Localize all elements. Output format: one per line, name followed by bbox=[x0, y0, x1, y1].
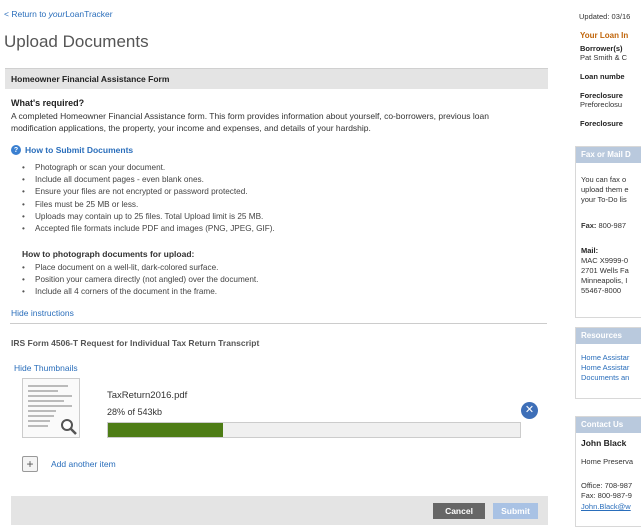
upload-progress-text: 28% of 543kb bbox=[107, 407, 163, 417]
fax-mail-text: upload them e bbox=[581, 185, 629, 194]
remove-file-button[interactable] bbox=[521, 402, 538, 419]
fax-mail-heading: Fax or Mail D bbox=[576, 147, 641, 163]
list-item: • Files must be 25 MB or less. bbox=[22, 199, 275, 211]
loan-number-label: Loan numbe bbox=[580, 72, 625, 81]
mail-address-line: Minneapolis, I bbox=[581, 276, 628, 285]
fax-mail-panel bbox=[575, 146, 641, 318]
loan-info-heading: Your Loan In bbox=[580, 31, 629, 40]
mail-address-line: 55467-8000 bbox=[581, 286, 622, 295]
cancel-button[interactable]: Cancel bbox=[433, 503, 485, 519]
thumbnail-line bbox=[28, 395, 72, 397]
hide-instructions-link[interactable]: Hide instructions bbox=[11, 308, 74, 318]
thumbnail-line bbox=[28, 420, 50, 422]
foreclosure-label: Foreclosure bbox=[580, 91, 623, 100]
contact-name: John Black bbox=[581, 438, 627, 448]
close-icon: ✕ bbox=[524, 404, 535, 416]
photograph-heading: How to photograph documents for upload: bbox=[22, 249, 195, 259]
resource-link[interactable]: Home Assistar bbox=[581, 353, 630, 362]
contact-panel bbox=[575, 416, 641, 527]
contact-fax: Fax: 800-987-9 bbox=[581, 491, 632, 500]
foreclosure-label-2: Foreclosure bbox=[580, 119, 623, 128]
hide-thumbnails-link[interactable]: Hide Thumbnails bbox=[14, 363, 78, 373]
mail-address-line: 2701 Wells Fa bbox=[581, 266, 629, 275]
upload-progress-fill bbox=[108, 423, 223, 437]
how-to-submit-heading: How to Submit Documents bbox=[25, 145, 134, 155]
thumbnail-line bbox=[28, 415, 54, 417]
photograph-steps-list bbox=[22, 262, 258, 299]
list-item: • Photograph or scan your document. bbox=[22, 162, 275, 174]
plus-icon: + bbox=[26, 457, 34, 471]
borrower-label: Borrower(s) bbox=[580, 44, 623, 53]
whats-required-text: A completed Homeowner Financial Assistance form. This form provides information about yourself, co-borrowers, previous loan modification applications, the property, your income and expenses, and details of your hardship. bbox=[11, 111, 489, 133]
add-another-item-link[interactable]: Add another item bbox=[51, 459, 116, 469]
back-link-suffix: LoanTracker bbox=[65, 9, 113, 19]
how-to-submit-toggle[interactable] bbox=[11, 145, 133, 155]
list-item: • Include all document pages - even blank ones. bbox=[22, 174, 275, 186]
form-header-bar bbox=[5, 68, 548, 89]
fax-mail-text: You can fax o bbox=[581, 175, 627, 184]
resources-panel bbox=[575, 327, 641, 399]
borrower-value: Pat Smith & C bbox=[580, 53, 628, 62]
irs-form-title: IRS Form 4506-T Request for Individual Tax Return Transcript bbox=[11, 338, 260, 348]
fax-value: 800-987 bbox=[598, 221, 627, 230]
list-item: • Position your camera directly (not angled) over the document. bbox=[22, 274, 258, 286]
fax-label: Fax: bbox=[581, 221, 597, 230]
foreclosure-value: Preforeclosu bbox=[580, 100, 623, 109]
form-header-title: Homeowner Financial Assistance Form bbox=[11, 74, 170, 84]
contact-heading: Contact Us bbox=[576, 417, 641, 433]
list-item: • Place document on a well-lit, dark-colored surface. bbox=[22, 262, 258, 274]
fax-mail-text: your To-Do lis bbox=[581, 195, 627, 204]
submit-button[interactable]: Submit bbox=[493, 503, 538, 519]
add-item-button[interactable] bbox=[22, 456, 38, 472]
thumbnail-line bbox=[28, 385, 68, 387]
file-name: TaxReturn2016.pdf bbox=[107, 390, 188, 401]
mail-label: Mail: bbox=[581, 246, 599, 255]
document-thumbnail[interactable] bbox=[22, 378, 80, 438]
question-icon: ? bbox=[11, 145, 21, 155]
back-link-brand: your bbox=[48, 9, 66, 19]
updated-timestamp: Updated: 03/16 bbox=[579, 12, 631, 21]
mail-address-line: MAC X9999-0 bbox=[581, 256, 629, 265]
submit-steps-list bbox=[22, 162, 275, 235]
thumbnail-line bbox=[28, 405, 72, 407]
list-item: • Ensure your files are not encrypted or password protected. bbox=[22, 186, 275, 198]
whats-required-heading: What's required? bbox=[11, 98, 85, 108]
list-item: • Include all 4 corners of the document in the frame. bbox=[22, 286, 258, 298]
thumbnail-line bbox=[28, 410, 56, 412]
resource-link[interactable]: Home Assistar bbox=[581, 363, 630, 372]
resources-heading: Resources bbox=[576, 328, 641, 344]
thumbnail-line bbox=[28, 400, 64, 402]
thumbnail-line bbox=[28, 425, 48, 427]
contact-email-link[interactable]: John.Black@w bbox=[581, 502, 631, 511]
contact-office: Office: 708-987 bbox=[581, 481, 633, 490]
contact-role: Home Preserva bbox=[581, 457, 634, 466]
list-item: • Accepted file formats include PDF and images (PNG, JPEG, GIF). bbox=[22, 223, 275, 235]
section-divider bbox=[10, 323, 547, 324]
back-link-prefix: < Return to bbox=[4, 9, 49, 19]
list-item: • Uploads may contain up to 25 files. Total Upload limit is 25 MB. bbox=[22, 211, 275, 223]
return-to-loantracker-link[interactable] bbox=[4, 9, 113, 19]
upload-progress-bar bbox=[107, 422, 521, 438]
page-title: Upload Documents bbox=[4, 32, 149, 51]
magnify-icon[interactable] bbox=[60, 418, 78, 436]
thumbnail-line bbox=[28, 390, 58, 392]
resource-link[interactable]: Documents an bbox=[581, 373, 630, 382]
fax-number bbox=[581, 221, 626, 231]
loan-info-panel bbox=[575, 27, 641, 135]
